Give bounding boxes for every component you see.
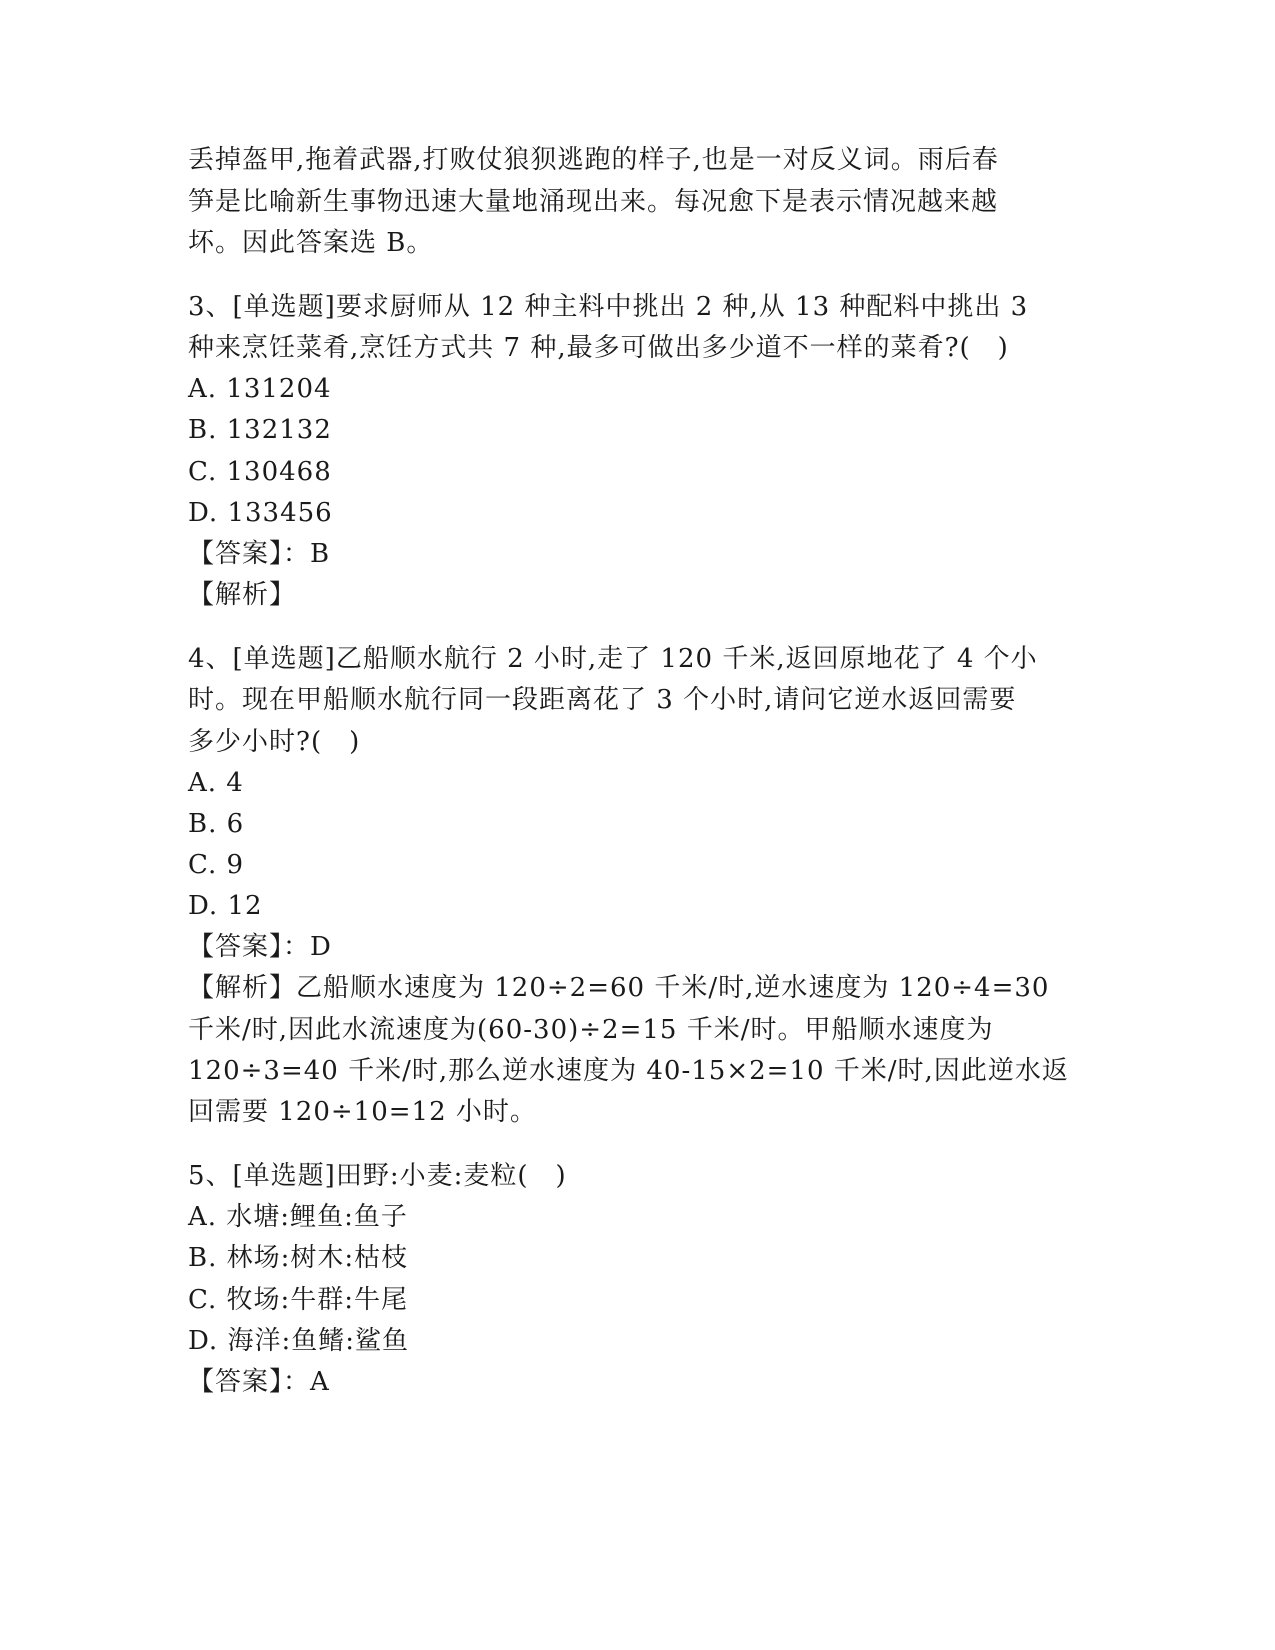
q4-option-b: B. 6: [188, 809, 245, 839]
q3-stem-line: 3、[单选题]要求厨师从 12 种主料中挑出 2 种,从 13 种配料中挑出 3: [188, 292, 1029, 322]
q3-option-b: B. 132132: [188, 415, 332, 445]
q5-option-d: D. 海洋:鱼鳍:鲨鱼: [188, 1326, 409, 1356]
q5-option-b: B. 林场:树木:枯枝: [188, 1243, 409, 1273]
q2-explanation-line: 丢掉盔甲,拖着武器,打败仗狼狈逃跑的样子,也是一对反义词。雨后春: [188, 145, 999, 175]
q4-option-d: D. 12: [188, 891, 263, 921]
q3-option-a: A. 131204: [188, 374, 332, 404]
q5-option-c: C. 牧场:牛群:牛尾: [188, 1285, 409, 1315]
q4-stem-line: 时。现在甲船顺水航行同一段距离花了 3 个小时,请问它逆水返回需要: [188, 685, 1017, 715]
q4-analysis-line: 千米/时,因此水流速度为(60-30)÷2=15 千米/时。甲船顺水速度为: [188, 1015, 994, 1045]
q2-explanation-line: 坏。因此答案选 B。: [188, 228, 434, 258]
q4-answer: 【答案】：D: [188, 932, 332, 962]
q4-analysis-line: 120÷3=40 千米/时,那么逆水速度为 40-15×2=10 千米/时,因此逆水返: [188, 1056, 1069, 1086]
q3-answer: 【答案】：B: [188, 539, 331, 569]
q5-option-a: A. 水塘:鲤鱼:鱼子: [188, 1202, 408, 1232]
q3-option-d: D. 133456: [188, 498, 333, 528]
q3-option-c: C. 130468: [188, 457, 332, 487]
q4-analysis-line: 回需要 120÷10=12 小时。: [188, 1097, 537, 1127]
q4-option-c: C. 9: [188, 850, 245, 880]
q3-analysis: 【解析】: [188, 580, 297, 610]
q3-stem-line: 种来烹饪菜肴,烹饪方式共 7 种,最多可做出多少道不一样的菜肴?( ): [188, 333, 1009, 363]
q5-stem: 5、[单选题]田野:小麦:麦粒( ): [188, 1161, 567, 1191]
q4-analysis-line: 【解析】乙船顺水速度为 120÷2=60 千米/时,逆水速度为 120÷4=30: [188, 973, 1050, 1003]
q4-stem-line: 4、[单选题]乙船顺水航行 2 小时,走了 120 千米,返回原地花了 4 个小: [188, 644, 1038, 674]
q5-answer: 【答案】：A: [188, 1367, 330, 1397]
q4-stem-line: 多少小时?( ): [188, 727, 361, 757]
q2-explanation-line: 笋是比喻新生事物迅速大量地涌现出来。每况愈下是表示情况越来越: [188, 187, 999, 217]
q4-option-a: A. 4: [188, 768, 244, 798]
